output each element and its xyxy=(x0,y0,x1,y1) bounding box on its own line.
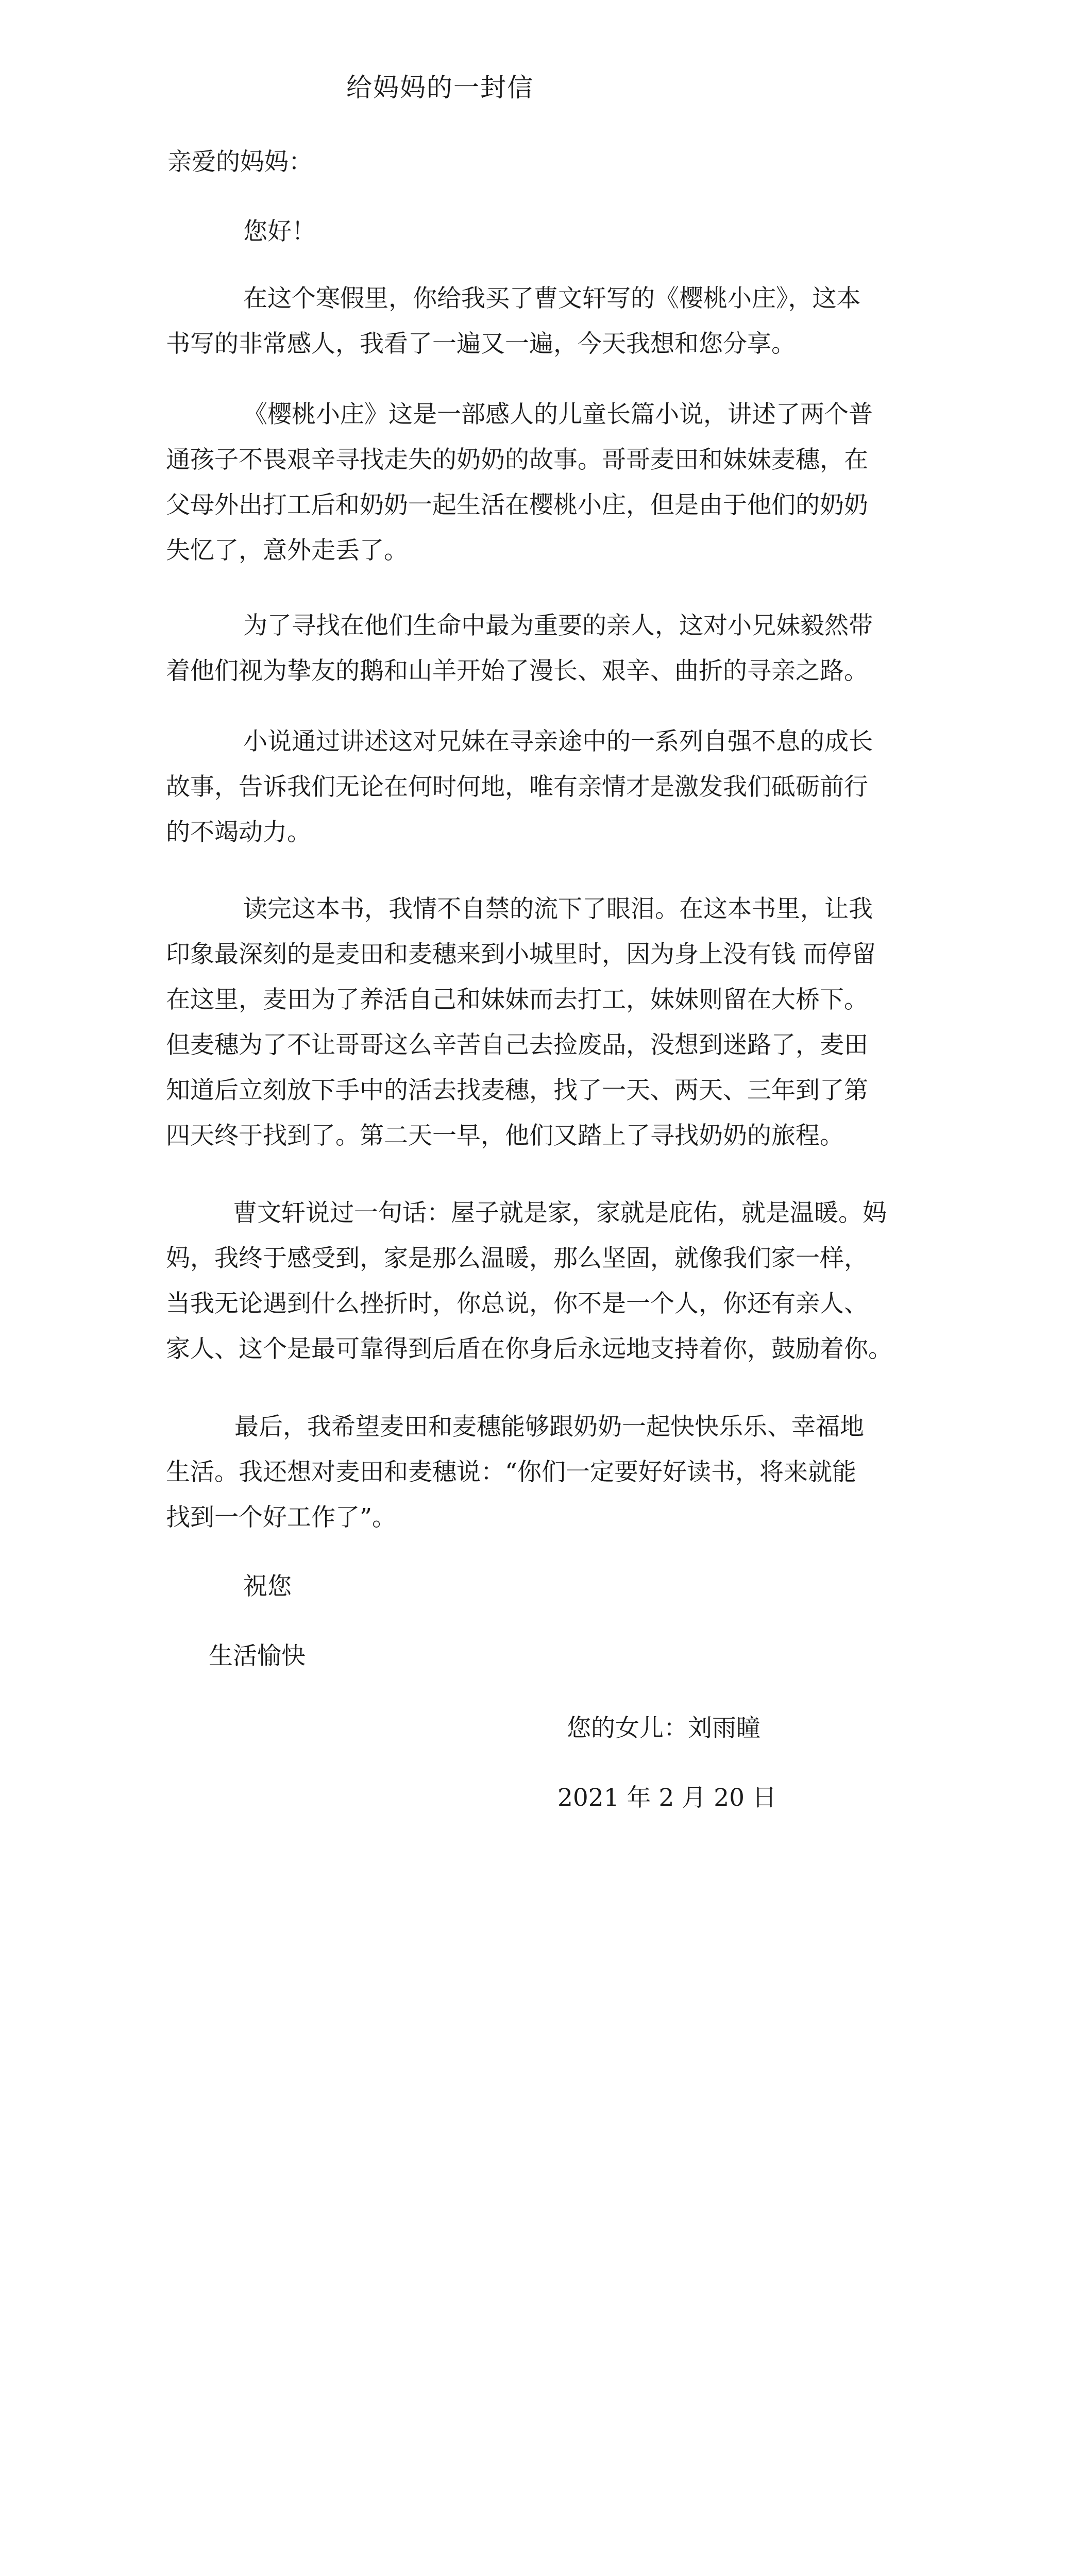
paragraph-line: 父母外出打工后和奶奶一起生活在樱桃小庄，但是由于他们的奶奶 xyxy=(166,491,868,519)
paragraph-line: 通孩子不畏艰辛寻找走失的奶奶的故事。哥哥麦田和妹妹麦穗，在 xyxy=(166,446,868,474)
paragraph-line: 故事，告诉我们无论在何时何地，唯有亲情才是激发我们砥砺前行 xyxy=(166,773,868,801)
paragraph-line: 小说通过讲述这对兄妹在寻亲途中的一系列自强不息的成长 xyxy=(243,727,873,756)
paragraph-line: 知道后立刻放下手中的活去找麦穗，找了一天、两天、三年到了第 xyxy=(166,1076,868,1105)
paragraph-line: 家人、这个是最可靠得到后盾在你身后永远地支持着你，鼓励着你。 xyxy=(166,1335,892,1363)
paragraph-line: 失忆了，意外走丢了。 xyxy=(166,536,408,565)
paragraph-line: 当我无论遇到什么挫折时，你总说，你不是一个人，你还有亲人、 xyxy=(166,1290,868,1318)
paragraph-line: 四天终于找到了。第二天一早，他们又踏上了寻找奶奶的旅程。 xyxy=(166,1122,844,1150)
paragraph-line: 在这里，麦田为了养活自己和妹妹而去打工，妹妹则留在大桥下。 xyxy=(166,986,868,1014)
paragraph-line: 读完这本书，我情不自禁的流下了眼泪。在这本书里，让我 xyxy=(243,895,873,923)
paragraph-line: 为了寻找在他们生命中最为重要的亲人，这对小兄妹毅然带 xyxy=(243,612,873,640)
paragraph-line: 找到一个好工作了”。 xyxy=(166,1503,397,1532)
paragraph-line: 《樱桃小庄》这是一部感人的儿童长篇小说，讲述了两个普 xyxy=(243,400,873,429)
paragraph-line: 曹文轩说过一句话：屋子就是家，家就是庇佑，就是温暖。妈 xyxy=(233,1199,887,1227)
paragraph-line: 印象最深刻的是麦田和麦穗来到小城里时，因为身上没有钱 而停留 xyxy=(166,940,876,969)
paragraph-line: 最后，我希望麦田和麦穗能够跟奶奶一起快快乐乐、幸福地 xyxy=(234,1413,864,1441)
paragraph-line: 的不竭动力。 xyxy=(166,818,311,846)
letter-title: 给妈妈的一封信 xyxy=(346,73,534,103)
paragraph-line: 在这个寒假里，你给我买了曹文轩写的《樱桃小庄》，这本 xyxy=(243,284,861,313)
paragraph-line: 生活。我还想对麦田和麦穗说：“你们一定要好好读书，将来就能 xyxy=(166,1458,857,1486)
closing-wish: 祝您 xyxy=(243,1572,292,1601)
paragraph-line: 妈，我终于感受到，家是那么温暖，那么坚固，就像我们家一样， xyxy=(166,1244,868,1273)
opening-line: 您好！ xyxy=(243,217,316,246)
paragraph-line: 书写的非常感人，我看了一遍又一遍，今天我想和您分享。 xyxy=(166,330,796,358)
closing-blessing: 生活愉快 xyxy=(209,1642,306,1670)
paragraph-line: 着他们视为挚友的鹅和山羊开始了漫长、艰辛、曲折的寻亲之路。 xyxy=(166,657,868,685)
signature: 您的女儿：刘雨瞳 xyxy=(567,1714,760,1742)
salutation: 亲爱的妈妈： xyxy=(167,148,313,176)
paragraph-line: 但麦穗为了不让哥哥这么辛苦自己去捡废品，没想到迷路了，麦田 xyxy=(166,1031,868,1059)
letter-date: 2021 年 2 月 20 日 xyxy=(557,1784,777,1812)
